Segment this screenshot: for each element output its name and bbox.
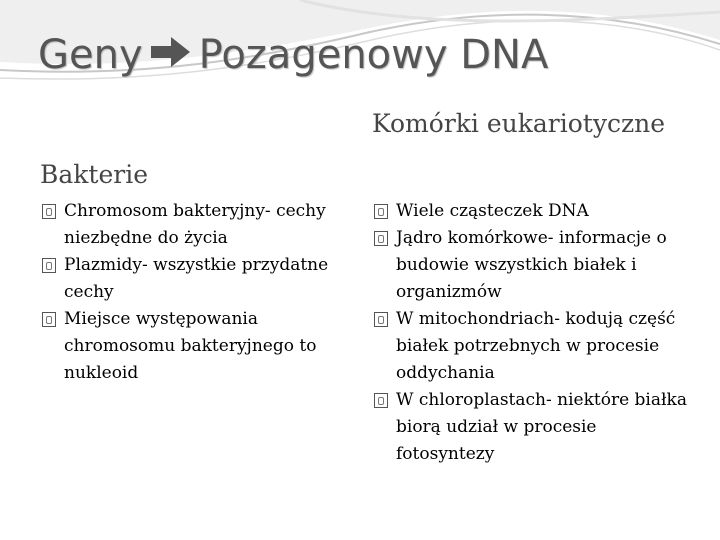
bullet-box-icon: [374, 231, 388, 246]
bullet-text: Miejsce występowania chromosomu bakteryjnego to nukleoid: [64, 309, 317, 383]
bullet-box-icon: [42, 312, 56, 327]
bullet-item: [372, 306, 690, 387]
bullet-box-icon: [42, 204, 56, 219]
bullet-box-icon: [374, 312, 388, 327]
bullet-item: [40, 252, 360, 306]
bullet-list-bakterie: [40, 198, 360, 387]
bullet-list-eukariotyczne: [372, 198, 690, 468]
bullet-text: Plazmidy- wszystkie przydatne cechy: [64, 255, 329, 302]
bullet-item: [40, 198, 360, 252]
arrow-right-icon: [149, 34, 193, 80]
bullet-item: [372, 225, 690, 306]
bullet-text: Chromosom bakteryjny- cechy niezbędne do życia: [64, 201, 326, 248]
bullet-text: W mitochondriach- kodują część białek potrzebnych w procesie oddychania: [396, 309, 676, 383]
bullet-box-icon: [374, 204, 388, 219]
title-right: Pozagenowy DNA: [198, 32, 549, 78]
bullet-box-icon: [42, 258, 56, 273]
heading-bakterie: Bakterie: [40, 160, 149, 189]
heading-eukariotyczne: Komórki eukariotyczne: [372, 109, 666, 138]
title-left: Geny: [38, 32, 143, 78]
bullet-item: [40, 306, 360, 387]
bullet-text: Wiele cząsteczek DNA: [396, 201, 589, 221]
bullet-item: [372, 387, 690, 468]
bullet-box-icon: [374, 393, 388, 408]
bullet-text: W chloroplastach- niektóre białka biorą udział w procesie fotosyntezy: [396, 390, 687, 464]
bullet-text: Jądro komórkowe- informacje o budowie wszystkich białek i organizmów: [396, 228, 667, 302]
bullet-item: [372, 198, 690, 225]
slide-title: [38, 32, 548, 80]
